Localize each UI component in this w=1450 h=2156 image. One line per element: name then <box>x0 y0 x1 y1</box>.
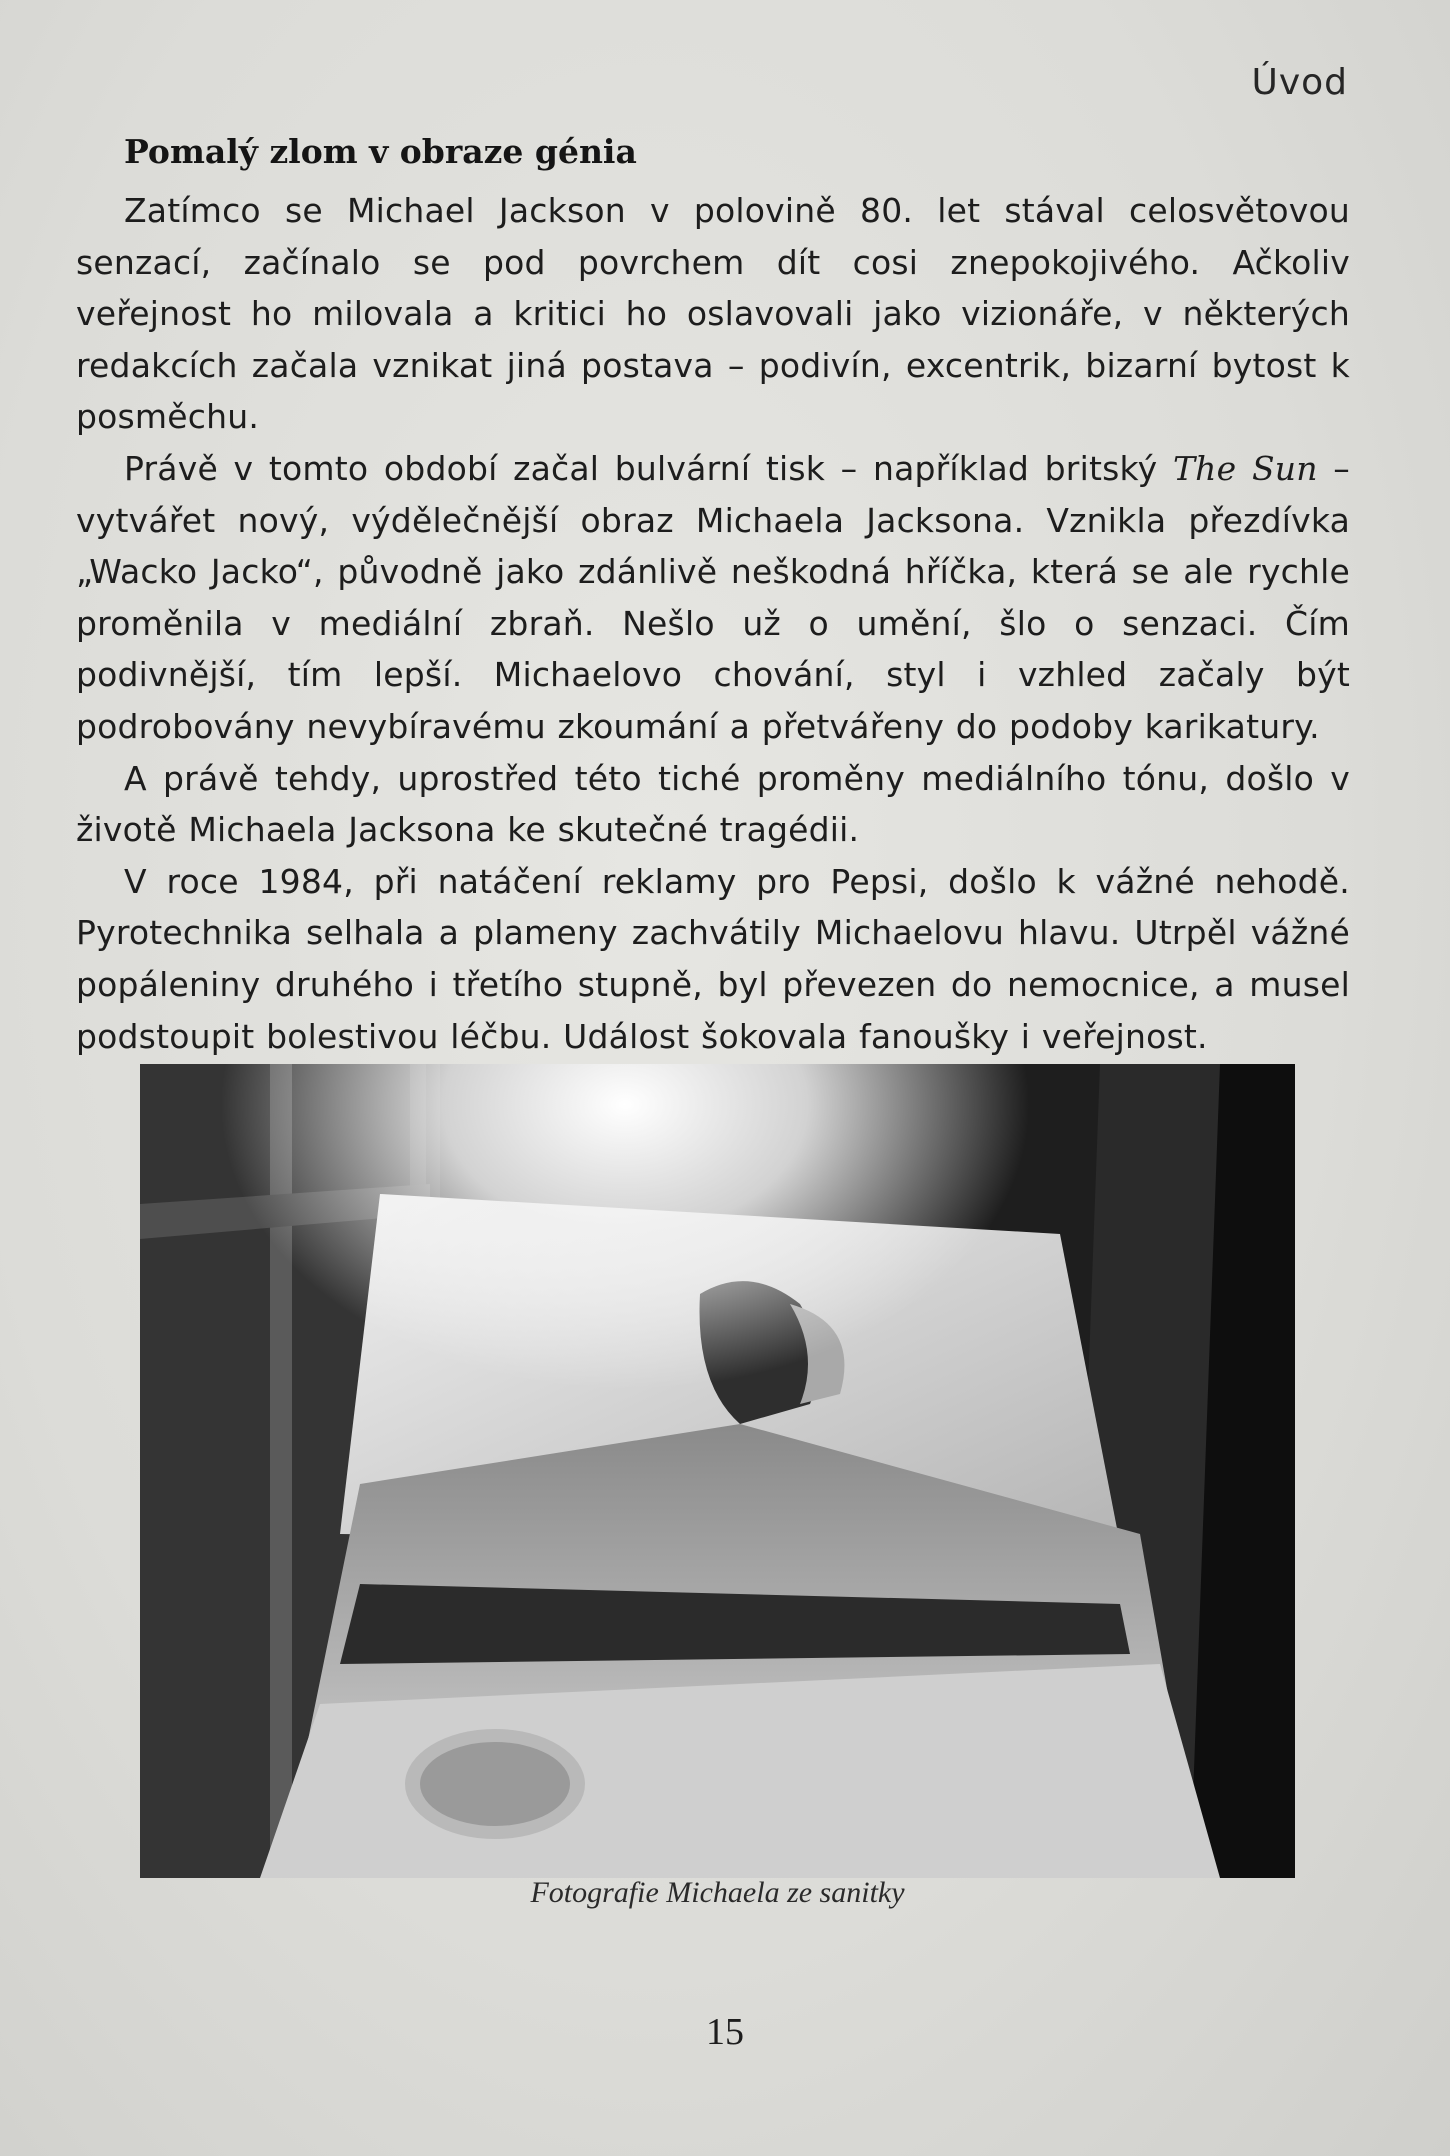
running-head: Úvod <box>1251 62 1348 103</box>
paragraph-2-end: – vytvářet nový, výdělečnější obraz Michaela Jacksona. Vznikla přezdívka „Wacko Jacko“, původně jako zdánlivě neškodná hříčka, která se ale rychle proměnila v mediální zbraň. Nešlo už o umění, šlo o senzaci. Čím podivnější, tím lepší. Michaelovo chování, styl i vzhled začaly být podrobovány nevybíravému zkoumání a přetvářeny do podoby karikatury. <box>76 448 1350 746</box>
paragraph-2-start: Právě v tomto období začal bulvární tisk – například britský <box>124 448 1173 488</box>
paragraph-4: V roce 1984, při natáčení reklamy pro Pepsi, došlo k vážné nehodě. Pyrotechnika selhala a plameny zachvátily Michaelovu hlavu. Utrpěl vážné popáleniny druhého i třetího stupně, byl převezen do nemocnice, a musel podstoupit bolestivou léčbu. Událost šokovala fanoušky i veřejnost. <box>76 861 1350 1056</box>
ambulance-photo-image <box>140 1064 1295 1878</box>
page-number: 15 <box>706 2011 744 2053</box>
photo-caption: Fotografie Michaela ze sanitky <box>530 1876 905 1909</box>
section-title: Pomalý zlom v obraze génia <box>124 132 637 171</box>
ambulance-photo <box>140 1064 1295 1878</box>
newspaper-title: The Sun <box>1172 448 1318 488</box>
paragraph-3: A právě tehdy, uprostřed této tiché proměny mediálního tónu, došlo v životě Michaela Jacksona ke skutečné tragédii. <box>76 758 1350 850</box>
body-text <box>76 185 1350 1062</box>
paragraph-2 <box>76 443 1350 753</box>
paragraph-1: Zatímco se Michael Jackson v polovině 80. let stával celosvětovou senzací, začínalo se pod povrchem dít cosi znepokojivého. Ačkoliv veřejnost ho milovala a kritici ho oslavovali jako vizionáře, v některých redakcích začala vznikat jiná postava – podivín, excentrik, bizarní bytost k posměchu. <box>76 191 1350 437</box>
